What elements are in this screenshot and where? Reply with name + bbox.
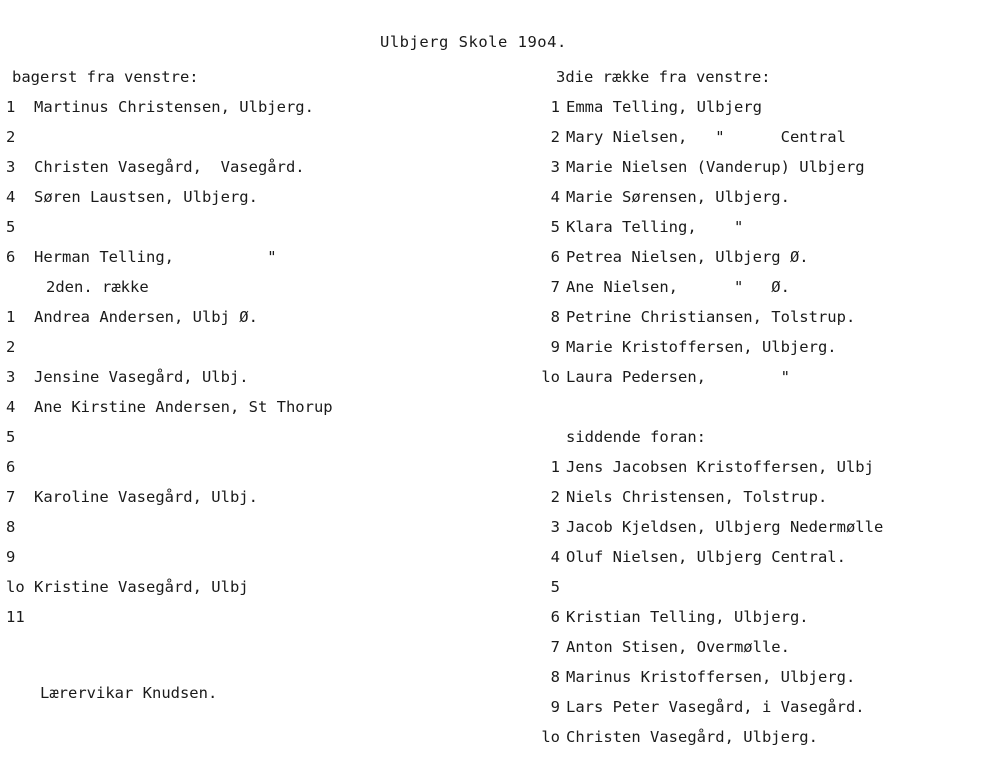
second-row-heading: 2den. række — [46, 278, 149, 296]
list-item — [6, 152, 476, 182]
item-number: 5 — [550, 578, 560, 596]
item-text: Karoline Vasegård, Ulbj. — [34, 488, 258, 506]
item-text: Kristine Vasegård, Ulbj — [34, 578, 249, 596]
item-text: Niels Christensen, Tolstrup. — [566, 488, 828, 506]
item-number: 6 — [6, 248, 16, 266]
document-title: Ulbjerg Skole 19o4. — [380, 33, 567, 51]
item-number: 4 — [6, 188, 16, 206]
item-number: lo — [541, 368, 560, 386]
list-item — [6, 182, 476, 212]
item-number: 3 — [6, 368, 16, 386]
list-item — [528, 122, 998, 152]
item-text: Petrea Nielsen, Ulbjerg Ø. — [566, 248, 809, 266]
item-number: 7 — [6, 488, 16, 506]
item-number: 2 — [6, 128, 16, 146]
left-column — [6, 62, 476, 632]
list-item — [6, 542, 476, 572]
list-item — [528, 272, 998, 302]
item-number: 5 — [550, 218, 560, 236]
item-text: Emma Telling, Ulbjerg — [566, 98, 762, 116]
item-number: 1 — [550, 98, 560, 116]
list-item — [528, 152, 998, 182]
item-text: Christen Vasegård, Ulbjerg. — [566, 728, 818, 746]
item-text: Søren Laustsen, Ulbjerg. — [34, 188, 258, 206]
item-number: 4 — [6, 398, 16, 416]
item-text: Laura Pedersen, " — [566, 368, 790, 386]
list-item — [528, 92, 998, 122]
item-number: 5 — [6, 428, 16, 446]
list-item — [6, 512, 476, 542]
list-item — [6, 392, 476, 422]
list-item — [528, 542, 998, 572]
item-number: lo — [6, 578, 25, 596]
item-text: Kristian Telling, Ulbjerg. — [566, 608, 809, 626]
list-item — [528, 482, 998, 512]
list-item — [6, 482, 476, 512]
list-item — [6, 602, 476, 632]
item-number: 1 — [550, 458, 560, 476]
item-number: 7 — [550, 638, 560, 656]
item-number: 6 — [550, 248, 560, 266]
item-number: 8 — [550, 308, 560, 326]
third-row-list — [528, 92, 998, 392]
list-item — [6, 212, 476, 242]
item-number: 9 — [550, 338, 560, 356]
item-number: 1 — [6, 98, 16, 116]
item-number: 5 — [6, 218, 16, 236]
list-item — [528, 182, 998, 212]
list-item — [528, 242, 998, 272]
item-text: Marinus Kristoffersen, Ulbjerg. — [566, 668, 856, 686]
item-number: lo — [541, 728, 560, 746]
list-item — [528, 662, 998, 692]
list-item — [6, 242, 476, 272]
item-text: Ane Nielsen, " Ø. — [566, 278, 790, 296]
right-column — [528, 62, 998, 752]
item-number: 2 — [6, 338, 16, 356]
item-text: Martinus Christensen, Ulbjerg. — [34, 98, 314, 116]
item-number: 4 — [550, 548, 560, 566]
item-text: Marie Kristoffersen, Ulbjerg. — [566, 338, 837, 356]
item-number: 6 — [550, 608, 560, 626]
list-item — [528, 302, 998, 332]
list-item — [528, 332, 998, 362]
list-item — [6, 422, 476, 452]
list-item — [528, 602, 998, 632]
list-item — [528, 512, 998, 542]
front-row-heading: siddende foran: — [566, 428, 706, 446]
item-number: 9 — [550, 698, 560, 716]
item-number: 2 — [550, 128, 560, 146]
item-number: 8 — [6, 518, 16, 536]
item-number: 8 — [550, 668, 560, 686]
item-number: 11 — [6, 608, 25, 626]
item-number: 3 — [6, 158, 16, 176]
item-text: Oluf Nielsen, Ulbjerg Central. — [566, 548, 846, 566]
item-text: Jensine Vasegård, Ulbj. — [34, 368, 249, 386]
list-item — [528, 722, 998, 752]
item-text: Andrea Andersen, Ulbj Ø. — [34, 308, 258, 326]
front-row-list — [528, 452, 998, 752]
list-item — [6, 92, 476, 122]
item-text: Ane Kirstine Andersen, St Thorup — [34, 398, 333, 416]
list-item — [6, 122, 476, 152]
item-number: 7 — [550, 278, 560, 296]
item-text: Marie Nielsen (Vanderup) Ulbjerg — [566, 158, 865, 176]
list-item — [6, 302, 476, 332]
list-item — [6, 332, 476, 362]
item-text: Anton Stisen, Overmølle. — [566, 638, 790, 656]
item-number: 1 — [6, 308, 16, 326]
second-row-list — [6, 302, 476, 632]
teacher-note: Lærervikar Knudsen. — [40, 684, 218, 702]
item-text: Lars Peter Vasegård, i Vasegård. — [566, 698, 865, 716]
item-number: 3 — [550, 158, 560, 176]
item-text: Mary Nielsen, " Central — [566, 128, 846, 146]
item-number: 2 — [550, 488, 560, 506]
list-item — [528, 692, 998, 722]
item-text: Herman Telling, " — [34, 248, 277, 266]
item-number: 4 — [550, 188, 560, 206]
item-number: 6 — [6, 458, 16, 476]
list-item — [528, 572, 998, 602]
third-row-heading: 3die række fra venstre: — [556, 68, 771, 86]
item-text: Jens Jacobsen Kristoffersen, Ulbj — [566, 458, 874, 476]
back-row-heading: bagerst fra venstre: — [12, 68, 199, 86]
section-gap — [528, 392, 998, 422]
list-item — [528, 632, 998, 662]
list-item — [528, 452, 998, 482]
list-item — [6, 362, 476, 392]
item-text: Jacob Kjeldsen, Ulbjerg Nedermølle — [566, 518, 884, 536]
item-text: Christen Vasegård, Vasegård. — [34, 158, 305, 176]
item-text: Marie Sørensen, Ulbjerg. — [566, 188, 790, 206]
list-item — [6, 572, 476, 602]
list-item — [6, 452, 476, 482]
item-number: 3 — [550, 518, 560, 536]
item-text: Klara Telling, " — [566, 218, 744, 236]
back-row-list — [6, 92, 476, 272]
list-item — [528, 362, 998, 392]
list-item — [528, 212, 998, 242]
item-number: 9 — [6, 548, 16, 566]
item-text: Petrine Christiansen, Tolstrup. — [566, 308, 856, 326]
